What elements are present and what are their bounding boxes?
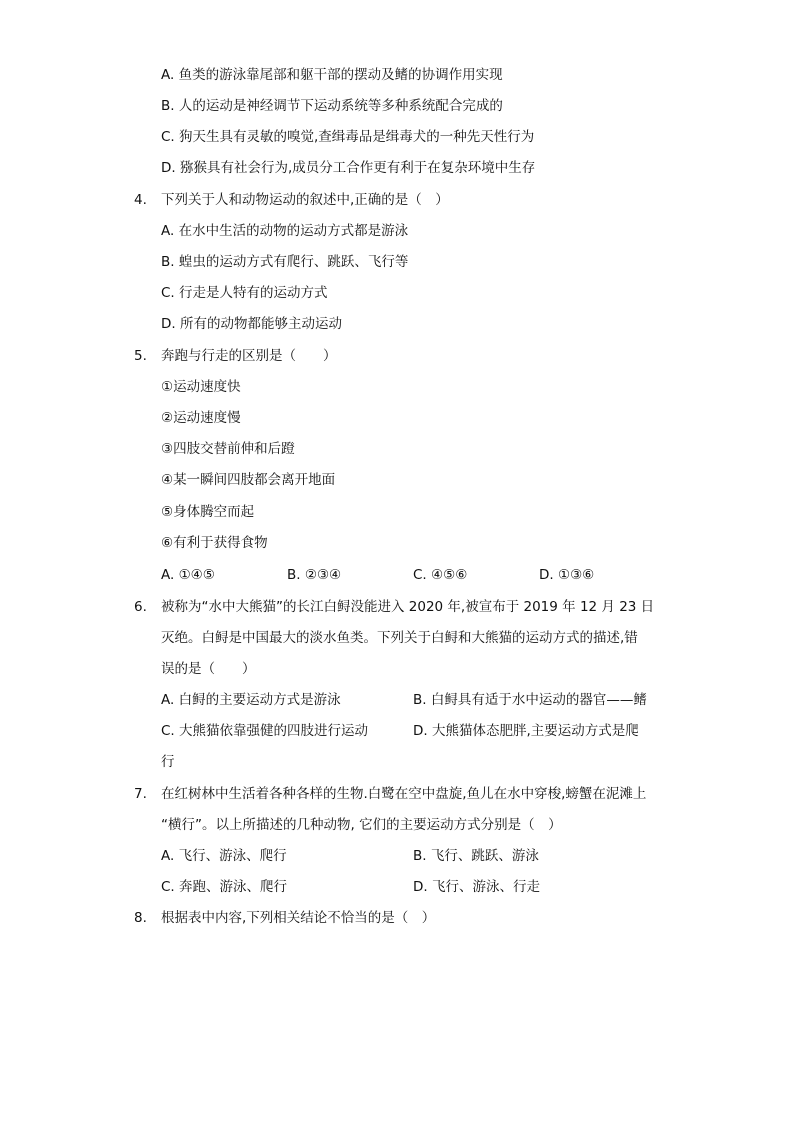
statement-item: ⑥有利于获得食物 bbox=[161, 535, 268, 551]
question-stem-line: 在红树林中生活着各种各样的生物.白鹭在空中盘旋,鱼儿在水中穿梭,螃蟹在泥滩上 bbox=[161, 786, 647, 802]
option-d: D. 飞行、游泳、行走 bbox=[413, 879, 540, 895]
question-stem: 根据表中内容,下列相关结论不恰当的是（ ） bbox=[161, 910, 436, 926]
statement-item: ⑤身体腾空而起 bbox=[161, 504, 255, 520]
option-a: A. 飞行、游泳、爬行 bbox=[161, 848, 287, 864]
option-b: B. 蝗虫的运动方式有爬行、跳跃、飞行等 bbox=[161, 254, 409, 270]
option-b: B. ②③④ bbox=[287, 567, 342, 583]
question-number: 8. bbox=[134, 910, 147, 926]
question-number: 5. bbox=[134, 348, 147, 364]
option-a: A. 白鲟的主要运动方式是游泳 bbox=[161, 692, 341, 708]
question-number: 4. bbox=[134, 192, 147, 208]
question-stem-line: 被称为“水中大熊猫”的长江白鲟没能进入 2020 年,被宣布于 2019 年 12 月 23 日 bbox=[161, 599, 655, 615]
statement-item: ②运动速度慢 bbox=[161, 410, 241, 426]
option-d: D. 猕猴具有社会行为,成员分工合作更有利于在复杂环境中生存 bbox=[161, 160, 536, 176]
statement-item: ①运动速度快 bbox=[161, 379, 241, 395]
statement-item: ③四肢交替前伸和后蹬 bbox=[161, 441, 295, 457]
option-c: C. ④⑤⑥ bbox=[413, 567, 468, 583]
option-d-wrap: 行 bbox=[161, 754, 175, 770]
option-d: D. 所有的动物都能够主动运动 bbox=[161, 316, 342, 332]
question-stem-line: 灭绝。白鲟是中国最大的淡水鱼类。下列关于白鲟和大熊猫的运动方式的描述,错 bbox=[161, 630, 638, 646]
option-b: B. 白鲟具有适于水中运动的器官——鳍 bbox=[413, 692, 647, 708]
option-c: C. 狗天生具有灵敏的嗅觉,查缉毒品是缉毒犬的一种先天性行为 bbox=[161, 129, 535, 145]
question-stem-line: 误的是（ ） bbox=[161, 661, 256, 677]
option-c: C. 行走是人特有的运动方式 bbox=[161, 285, 328, 301]
option-a: A. 在水中生活的动物的运动方式都是游泳 bbox=[161, 223, 409, 239]
option-d: D. ①③⑥ bbox=[539, 567, 595, 583]
option-b: B. 人的运动是神经调节下运动系统等多种系统配合完成的 bbox=[161, 98, 503, 114]
option-c: C. 大熊猫依靠强健的四肢进行运动 bbox=[161, 723, 369, 739]
option-a: A. ①④⑤ bbox=[161, 567, 215, 583]
option-a: A. 鱼类的游泳靠尾部和躯干部的摆动及鳍的协调作用实现 bbox=[161, 67, 503, 83]
question-stem-line: “横行”。以上所描述的几种动物, 它们的主要运动方式分别是（ ） bbox=[161, 817, 562, 833]
option-c: C. 奔跑、游泳、爬行 bbox=[161, 879, 288, 895]
question-stem: 下列关于人和动物运动的叙述中,正确的是（ ） bbox=[161, 192, 449, 208]
statement-item: ④某一瞬间四肢都会离开地面 bbox=[161, 472, 336, 488]
question-number: 7. bbox=[134, 786, 147, 802]
question-number: 6. bbox=[134, 599, 147, 615]
question-stem: 奔跑与行走的区别是（ ） bbox=[161, 348, 337, 364]
option-d: D. 大熊猫体态肥胖,主要运动方式是爬 bbox=[413, 723, 639, 739]
option-b: B. 飞行、跳跃、游泳 bbox=[413, 848, 539, 864]
